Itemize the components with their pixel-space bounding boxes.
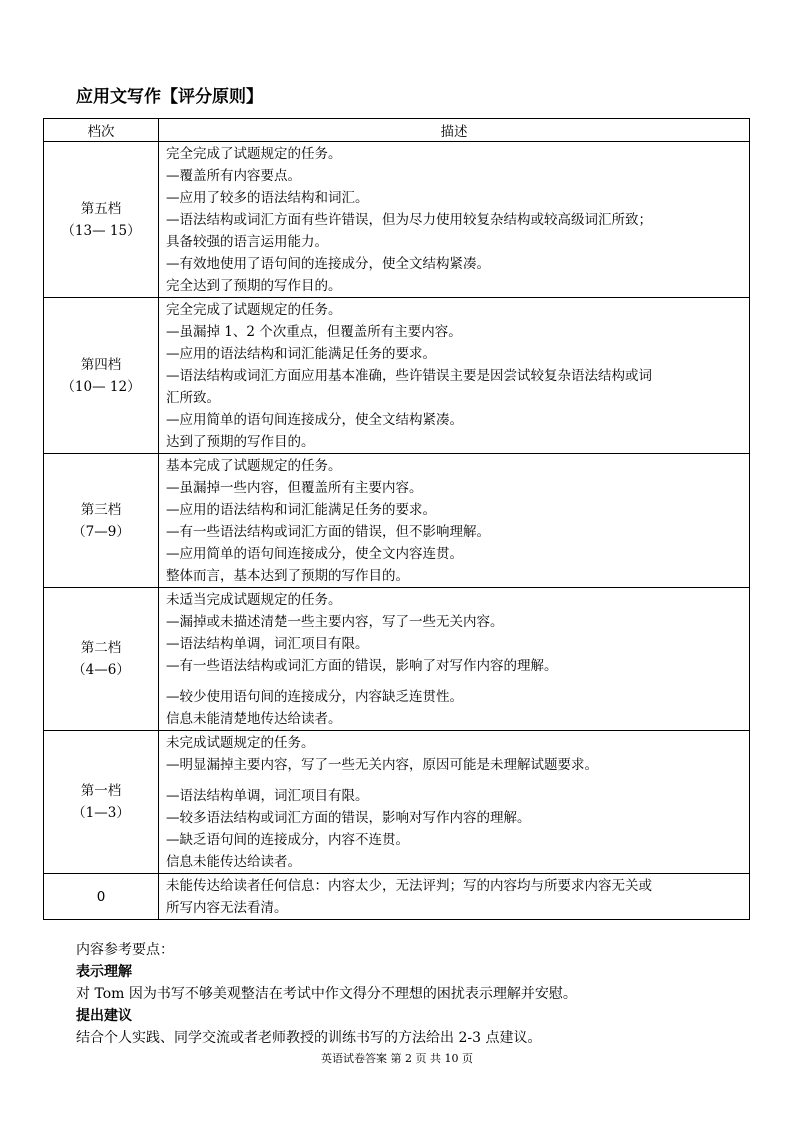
description-cell bbox=[159, 142, 750, 298]
description-line: —应用的语法结构和词汇能满足任务的要求。 bbox=[166, 502, 436, 518]
level-name: 第三档 bbox=[80, 501, 122, 518]
level-name: 第一档 bbox=[80, 783, 122, 799]
description-line: 基本完成了试题规定的任务。 bbox=[166, 458, 342, 474]
level-name: 第四档 bbox=[80, 356, 122, 373]
description-line: —虽漏掉 1、2 个次重点，但覆盖所有主要内容。 bbox=[166, 324, 462, 340]
description-line: 完全完成了试题规定的任务。 bbox=[166, 302, 342, 318]
description-line: —应用的语法结构和词汇能满足任务的要求。 bbox=[166, 346, 436, 362]
description-cell bbox=[159, 298, 750, 454]
table-row bbox=[44, 588, 750, 731]
description-line: —有效地使用了语句间的连接成分，使全文结构紧凑。 bbox=[166, 256, 490, 272]
level-cell bbox=[44, 588, 159, 731]
level-cell bbox=[44, 454, 159, 588]
description-line: —较少使用语句间的连接成分，内容缺乏连贯性。 bbox=[166, 689, 463, 705]
description-line: 信息未能传达给读者。 bbox=[166, 854, 301, 870]
level-range: （13— 15） bbox=[61, 222, 141, 239]
description-line: —虽漏掉一些内容，但覆盖所有主要内容。 bbox=[166, 480, 423, 496]
description-line: —有一些语法结构或词汇方面的错误，但不影响理解。 bbox=[166, 524, 490, 540]
description-cell bbox=[159, 454, 750, 588]
description-line: 具备较强的语言运用能力。 bbox=[166, 234, 328, 250]
header-description: 描述 bbox=[159, 119, 750, 142]
description-line: 达到了预期的写作目的。 bbox=[166, 434, 315, 450]
level-range: （4—6） bbox=[72, 662, 130, 678]
description-line: —语法结构或词汇方面应用基本准确，些许错误主要是因尝试较复杂语法结构或词 bbox=[166, 368, 652, 384]
description-line: 未完成试题规定的任务。 bbox=[166, 735, 315, 751]
description-line: —缺乏语句间的连接成分，内容不连贯。 bbox=[166, 832, 409, 848]
description-cell bbox=[159, 731, 750, 874]
level-cell bbox=[44, 298, 159, 454]
description-line: —覆盖所有内容要点。 bbox=[166, 168, 301, 184]
level-range: （10— 12） bbox=[61, 378, 141, 395]
point-heading: 表示理解 bbox=[76, 964, 132, 980]
point-heading: 提出建议 bbox=[76, 1008, 132, 1024]
reference-intro: 内容参考要点： bbox=[76, 942, 174, 958]
level-cell bbox=[44, 874, 159, 920]
description-cell bbox=[159, 588, 750, 731]
table-row bbox=[44, 454, 750, 588]
description-line: —明显漏掉主要内容，写了一些无关内容，原因可能是未理解试题要求。 bbox=[166, 757, 598, 773]
description-line: 信息未能清楚地传达给读者。 bbox=[166, 711, 342, 727]
description-line: —有一些语法结构或词汇方面的错误，影响了对写作内容的理解。 bbox=[166, 658, 558, 674]
description-line: 未适当完成试题规定的任务。 bbox=[166, 592, 342, 608]
page-footer: 英语试卷答案 第 2 页 共 10 页 bbox=[321, 1052, 473, 1065]
description-line: —应用简单的语句间连接成分，使全文内容连贯。 bbox=[166, 546, 463, 562]
level-name: 第二档 bbox=[80, 640, 122, 656]
description-line: —语法结构或词汇方面有些许错误，但为尽力使用较复杂结构或较高级词汇所致； bbox=[166, 212, 652, 228]
point-text: 结合个人实践、同学交流或者老师教授的训练书写的方法给出 2-3 点建议。 bbox=[76, 1030, 542, 1046]
header-level: 档次 bbox=[44, 119, 159, 142]
description-line: —语法结构单调，词汇项目有限。 bbox=[166, 636, 369, 652]
table-row bbox=[44, 874, 750, 920]
description-line: 整体而言，基本达到了预期的写作目的。 bbox=[166, 568, 409, 584]
rubric-table bbox=[43, 118, 750, 920]
level-name: 第五档 bbox=[80, 200, 122, 217]
description-line: 未能传达给读者任何信息：内容太少，无法评判；写的内容均与所要求内容无关或 bbox=[166, 878, 652, 894]
table-row bbox=[44, 298, 750, 454]
point-text: 对 Tom 因为书写不够美观整洁在考试中作文得分不理想的困扰表示理解并安慰。 bbox=[76, 986, 577, 1002]
level-cell bbox=[44, 731, 159, 874]
description-line: —语法结构单调，词汇项目有限。 bbox=[166, 788, 369, 804]
level-name: 0 bbox=[96, 888, 106, 905]
description-line: —应用简单的语句间连接成分，使全文结构紧凑。 bbox=[166, 412, 463, 428]
description-line: 汇所致。 bbox=[166, 390, 220, 406]
description-line: 完全达到了预期的写作目的。 bbox=[166, 278, 342, 294]
description-cell bbox=[159, 874, 750, 920]
description-line: 所写内容无法看清。 bbox=[166, 900, 288, 916]
level-range: （7—9） bbox=[72, 523, 130, 540]
description-line: 完全完成了试题规定的任务。 bbox=[166, 146, 342, 162]
reference-points bbox=[76, 939, 766, 1049]
table-row bbox=[44, 142, 750, 298]
level-cell bbox=[44, 142, 159, 298]
description-line: —应用了较多的语法结构和词汇。 bbox=[166, 190, 369, 206]
page-title: 应用文写作【评分原则】 bbox=[76, 87, 263, 107]
level-range: （1—3） bbox=[72, 805, 130, 821]
table-header-row bbox=[44, 119, 750, 142]
description-line: —较多语法结构或词汇方面的错误，影响对写作内容的理解。 bbox=[166, 810, 531, 826]
description-line: —漏掉或未描述清楚一些主要内容，写了一些无关内容。 bbox=[166, 614, 504, 630]
table-row bbox=[44, 731, 750, 874]
